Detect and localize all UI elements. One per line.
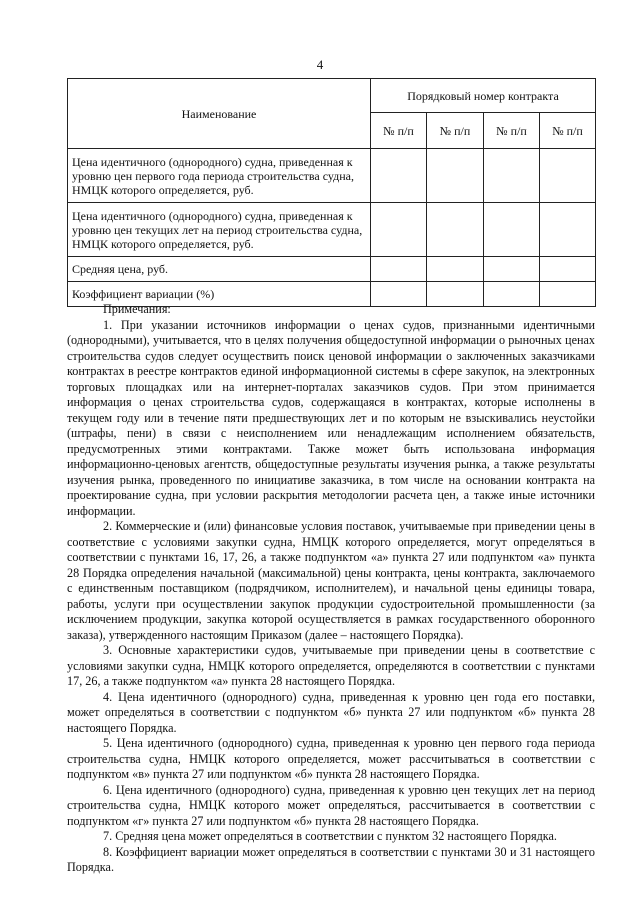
row-label: Цена идентичного (однородного) судна, приведенная к уровню цен первого года периода строительства судна, НМЦК которого определяется, руб. — [68, 149, 371, 203]
table-cell — [484, 203, 540, 257]
contract-price-table — [67, 78, 596, 307]
note-paragraph: 4. Цена идентичного (однородного) судна, приведенная к уровню цен года его поставки, может определяться в соответствии с подпунктом «б» пункта 27 или подпунктом «б» пункта 28 настоящего Порядка. — [67, 689, 595, 735]
column-header: № п/п — [427, 113, 484, 149]
note-paragraph: 8. Коэффициент вариации может определяться в соответствии с пунктами 30 и 31 настоящего Порядка. — [67, 844, 595, 874]
table-cell — [484, 257, 540, 282]
table-cell — [427, 257, 484, 282]
table-cell — [540, 257, 596, 282]
table-cell — [427, 149, 484, 203]
table-cell — [484, 149, 540, 203]
column-header: № п/п — [371, 113, 427, 149]
row-label: Цена идентичного (однородного) судна, приведенная к уровню цен текущих лет на период строительства судна, НМЦК которого определяется, руб. — [68, 203, 371, 257]
note-paragraph: 3. Основные характеристики судов, учитываемые при приведении цены в соответствие с условиями закупки судна, НМЦК которого определяется, определяются в соответствии с пунктами 17, 26, а также подпунктом «а» пункта 28 настоящего Порядка. — [67, 643, 595, 688]
column-header: № п/п — [484, 113, 540, 149]
row-label: Средняя цена, руб. — [68, 257, 371, 282]
notes-heading: Примечания: — [103, 302, 171, 316]
table-row — [68, 257, 596, 282]
table-cell — [540, 203, 596, 257]
header-contract-number: Порядковый номер контракта — [371, 79, 596, 113]
table-row — [68, 149, 596, 203]
table-row — [68, 203, 596, 257]
note-paragraph: 6. Цена идентичного (однородного) судна, приведенная к уровню цен текущих лет на период строительства судна, НМЦК которого может определяться, рассчитывается в соответствии с подпунктом «г» пункта 27 или подпунктом «б» пункта 28 настоящего Порядка. — [67, 782, 595, 828]
table-cell — [371, 203, 427, 257]
note-paragraph: 7. Средняя цена может определяться в соответствии с пунктом 32 настоящего Порядка. — [103, 829, 557, 843]
page-number: 4 — [316, 57, 324, 72]
note-paragraph: 2. Коммерческие и (или) финансовые условия поставок, учитываемые при приведении цены в соответствие с условиями закупки судна, НМЦК которого определяется, могут определяться в соответствии с пунктами 16, 17, 26, а также подпунктом «а» пункта 27 или подпунктом «а» пункта 28 Порядка определения начальной (максимальной) цены контракта, цены контракта, заключаемого с единственным поставщиком (подрядчиком, исполнителем), и начальной цены единицы товара, работы, услуги при осуществлении закупок продукции судостроительной промышленности (за исключением продукции, закупка которой осуществляется в рамках государственного оборонного заказа), утвержденного настоящим Приказом (далее – настоящего Порядка). — [67, 519, 595, 642]
note-paragraph: 5. Цена идентичного (однородного) судна, приведенная к уровню цен первого года периода строительства судна, НМЦК которого определяется, может рассчитываться в соответствии с подпунктом «в» пункта 27 или подпунктом «б» пункта 28 настоящего Порядка. — [67, 736, 595, 781]
table-cell — [540, 149, 596, 203]
table-cell — [371, 149, 427, 203]
table-cell — [371, 257, 427, 282]
note-paragraph: 1. При указании источников информации о ценах судов, признанными идентичными (однородными), учитывается, что в целях получения общедоступной информации о рыночных ценах строительства судов следует осуществить поиск ценовой информации о заключенных заказчиками контрактах в реестре контрактов единой информационной системы в сфере закупок, на электронных торговых площадках или на интернет-порталах заказчиков судов. При этом принимается информация о ценах строительства судов, содержащаяся в контрактах, которые исполнены в текущем году или в течение пяти предшествующих лет и по которым не взыскивались неустойки (штрафы, пени) в связи с неисполнением или ненадлежащим исполнением обязательств, предусмотренных этими контрактами. Также может быть использована информация информационно-ценовых агентств, общедоступные результаты изучения рынка, а также результаты изучения рынка, проведенного по инициативе заказчика, в том числе на основании контракта на проектирование судна, при условии раскрытия методологии расчета цен, а также иные источники информации. — [67, 317, 595, 518]
notes-section — [67, 302, 595, 876]
table-cell — [427, 203, 484, 257]
row-label: Коэффициент вариации (%) — [68, 282, 371, 307]
column-header: № п/п — [540, 113, 596, 149]
header-name: Наименование — [68, 79, 371, 149]
